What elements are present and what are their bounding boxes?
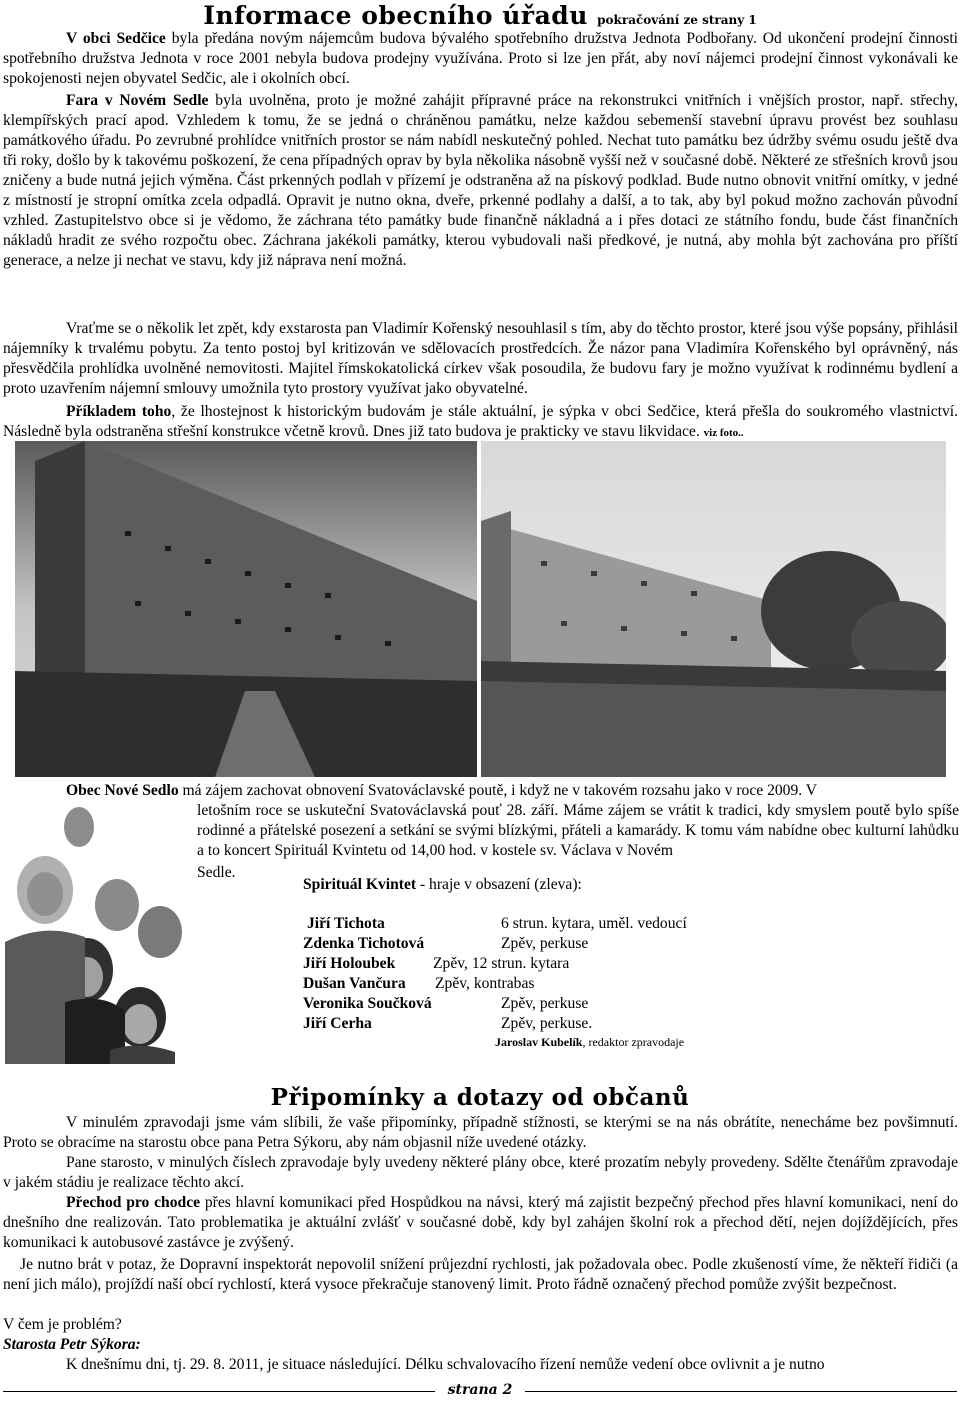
member-name: Jiří Cerha xyxy=(303,1015,372,1032)
member-name: Jiří Tichota xyxy=(307,915,385,932)
pout-last-word: Sedle. xyxy=(197,864,236,881)
band-intro xyxy=(303,875,582,895)
granary-photo-left xyxy=(15,441,477,777)
paragraph-crossing xyxy=(3,1193,958,1253)
member-name: Dušan Vančura xyxy=(303,975,406,992)
photo-reference: viz foto.. xyxy=(703,427,744,439)
pout-rest: letošním roce se uskuteční Svatováclavská pouť 28. září. Máme zájem se vrátit k tradici, kdy smyslem poutě bylo spíše rodinné a přátelské posezení a setkání se svými blízkými, přáteli a kamarády. K tomu vám nabídne obec kulturní lahůdku a to koncert Spirituál Kvintetu od 14,00 hod. v kostele sv. Václava v Novém xyxy=(197,802,959,859)
pout-first-line xyxy=(3,781,958,801)
band-name: Spirituál Kvintet xyxy=(303,876,417,893)
lead-crossing: Přechod pro chodce xyxy=(66,1194,201,1211)
text-fara: byla uvolněna, proto je možné zahájit přípravné práce na rekonstrukci vnitřních i vnějších prostor, např. střechy, klempířských prací apod. Vzhledem k tomu, že se jedná o chráněnou památku, nelze každou sebemenší stavební úpravu provést bez souhlasu památkového úřadu. Po zevrubné prohlídce vnitřních prostor se nám nabídl neskutečný pohled. Nechat tuto památku bez údržby svému osudu ještě dva tři roky, došlo by k takovému poškození, že cena případných oprav by byla několika násobně vyšší než v současné době. Některé ze střešních krovů jsou zničeny a bude nutná jejich výměna. Část prkenných podlah v přízemí je odstraněna až na pískový podklad. Bude nutno obnovit vnitřní omítky, v jedné z místností je stropní omítka zcela odpadlá. Opravit je nutno okna, dveře, prkenné podlahy a další, a to tak, aby byl pokud možno zachován původní vzhled. Zastupitelstvo obce si je vědomo, že záchrana této památky bude finančně nákladná a i přes dotaci ze státního fondu, bude část finančních nákladů hradit ze svého rozpočtu obec. Záchrana jakékoli památky, kterou vybudovali naši předkové, je nutná, aby mohla být zachována pro příští generace, a nelze ji nechat ve stavu, kdy již náprava není možná. xyxy=(3,92,958,269)
member-list xyxy=(303,914,723,1034)
footer-rule-left xyxy=(3,1391,435,1392)
paragraph-plans: Pane starosto, v minulých číslech zpravodaje byly uvedeny některé plány obce, které prozatím nebyly provedeny. Sdělte čtenářům zpravodaje v jakém stádiu je realizace těchto akcí. xyxy=(3,1154,958,1191)
paragraph-speed: Je nutno brát v potaz, že Dopravní inspektorát nepovolil snížení průjezdní rychlosti, jak požadovala obec. Podle zkušeností víme, že někteří řidiči (a není jich málo), projíždí naší obcí rychlostí, která vysoce překračuje stanovený limit. Proto řádně označený přechod pomůže zvýšit bezpečnost. xyxy=(3,1256,958,1293)
paragraph-sypka xyxy=(3,402,958,443)
member-name: Jiří Holoubek xyxy=(303,955,396,972)
pout-paragraph xyxy=(197,801,959,861)
paragraph-korensky xyxy=(3,319,958,399)
text-sedcice: byla předána novým nájemcům budova bývalého spotřebního družstva Jednota Podbořany. Od ukončení prodejní činnosti spotřebního družstva Jednota v roce 2001 nebyla budova prodejny využívána. Proto si lze jen přát, aby noví nájemci prodejní činnost vykonávali ke spokojenosti nejen obyvatel Sedčic, ale i okolních obcí. xyxy=(3,30,958,87)
pout-line1: má zájem zachovat obnovení Svatováclavské poutě, i když ne v takovém rozsahu jako v roce 2009. V xyxy=(178,782,818,799)
member-row xyxy=(303,1014,723,1034)
member-row xyxy=(303,914,723,934)
author-name: Jaroslav Kubelík xyxy=(495,1035,583,1049)
answer-text: K dnešnímu dni, tj. 29. 8. 2011, je situace následující. Délku schvalovacího řízení nemůže vedení obce ovlivnit a je nutno xyxy=(66,1356,825,1373)
continuation-note: pokračování ze strany 1 xyxy=(597,13,757,27)
text-crossing: přes hlavní komunikaci před Hospůdkou na návsi, který má zajistit bezpečný přechod přes hlavní komunikaci, není do dnešního dne realizován. Tato problematika je aktuální zvlášť v současné době, kdy byl zahájen školní rok a přechod dětí, nejen dojíždějících, přes komunikaci k autobusové zastávce je zvýšený. xyxy=(3,1194,958,1251)
band-text: - hraje v obsazení (zleva): xyxy=(416,876,582,893)
section-title: Připomínky a dotazy od občanů xyxy=(270,1084,690,1111)
text-korensky: Vraťme se o několik let zpět, kdy exstarosta pan Vladimír Kořenský nesouhlasil s tím, aby do těchto prostor, které jsou výše popsány, přihlásil nájemníky k trvalému pobytu. Za tento postoj byl kritizován ve sdělovacích prostředcích. Že názor pana Vladimíra Kořenského byl oprávněný, nás přesvědčila prohlídka uvolněné nemovitosti. Majitel římskokatolická církev však posoudila, že budovu fary je možno využívat k rodinnému bydlení a proto uzavřením nájemní smlouvy umožnila tyto prostory využívat jako obyvatelné. xyxy=(3,320,958,397)
granary-photo-right xyxy=(481,441,946,777)
answer-label: Starosta Petr Sýkora: xyxy=(3,1336,141,1353)
member-role: Zpěv, 12 strun. kytara xyxy=(433,955,570,972)
member-role: Zpěv, perkuse. xyxy=(501,1015,593,1032)
lead-sedcice: V obci Sedčice xyxy=(66,30,166,47)
member-name: Zdenka Tichotová xyxy=(303,935,425,952)
member-role: Zpěv, kontrabas xyxy=(435,975,535,992)
question-line: V čem je problém? xyxy=(3,1316,122,1333)
member-role: Zpěv, perkuse xyxy=(501,935,589,952)
member-row xyxy=(303,974,723,994)
text-sypka: , že lhostejnost k historickým budovám je stále aktuální, je sýpka v obci Sedčice, která přešla do soukromého vlastnictví. Následně byla odstraněna střešní konstrukce včetně krovů. Dnes již tato budova je prakticky ve stavu likvidace. xyxy=(3,403,958,440)
paragraph-fara xyxy=(3,91,958,271)
member-row xyxy=(303,934,723,954)
member-name: Veronika Součková xyxy=(303,995,432,1012)
member-role: 6 strun. kytara, uměl. vedoucí xyxy=(501,915,687,932)
member-row xyxy=(303,994,723,1014)
member-role: Zpěv, perkuse xyxy=(501,995,589,1012)
author-role: , redaktor zpravodaje xyxy=(582,1035,685,1049)
lead-nove-sedlo: Obec Nové Sedlo xyxy=(66,782,179,799)
paragraph-intro-questions: V minulém zpravodaji jsme vám slíbili, že vaše připomínky, případně stížnosti, se kterými se na nás obrátíte, nenecháme bez povšimnutí. Proto se obracíme na starostu obce pana Petra Sýkoru, aby nám objasnil níže uvedené otázky. xyxy=(3,1114,958,1151)
member-row xyxy=(303,954,723,974)
paragraph-sedcice xyxy=(3,29,958,89)
band-photo xyxy=(5,802,190,1064)
author-credit xyxy=(495,1035,684,1050)
lead-fara: Fara v Novém Sedle xyxy=(66,92,209,109)
title-text: Informace obecního úřadu xyxy=(203,1,588,30)
lead-sypka: Příkladem toho xyxy=(66,403,172,420)
footer-rule-right xyxy=(525,1391,957,1392)
page-number: strana 2 xyxy=(447,1382,513,1398)
